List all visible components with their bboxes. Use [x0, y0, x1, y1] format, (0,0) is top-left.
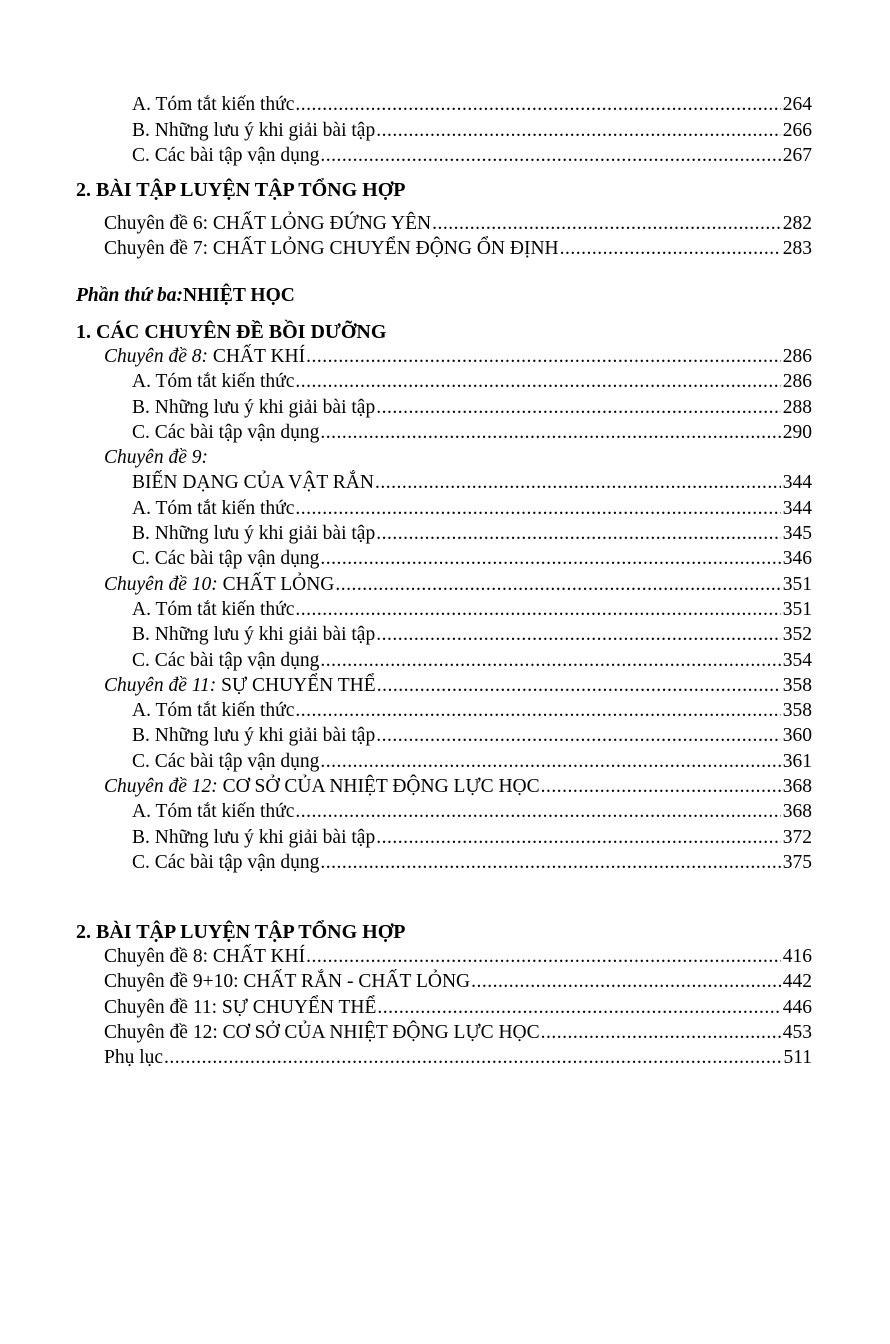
part-prefix: Phần thứ ba: — [76, 285, 184, 306]
topic-name: BIẾN DẠNG CỦA VẬT RẮN — [132, 472, 374, 493]
topic-name: CHẤT LỎNG — [217, 574, 335, 595]
topic-name: CƠ SỞ CỦA NHIỆT ĐỘNG LỰC HỌC — [217, 776, 540, 797]
toc-entry-page: 283 — [782, 238, 812, 259]
toc-entry-label: C. Các bài tập vận dụng — [132, 422, 320, 443]
toc-entry — [104, 214, 812, 234]
toc-entry-page: 351 — [782, 574, 812, 595]
toc-entry-page: 290 — [782, 422, 812, 443]
toc-entry-page: 372 — [782, 827, 812, 848]
toc-entry-label: A. Tóm tắt kiến thức — [132, 371, 295, 392]
toc-entry-page: 345 — [782, 523, 812, 544]
toc-entry-label: C. Các bài tập vận dụng — [132, 650, 320, 671]
dot-leader — [541, 777, 781, 797]
toc-entry-page: 511 — [783, 1047, 812, 1068]
toc-entry-page: 286 — [782, 346, 812, 367]
toc-entry-page: 358 — [782, 675, 812, 696]
toc-entry-page: 264 — [782, 94, 812, 115]
toc-entry-page: 344 — [782, 472, 812, 493]
toc-entry — [132, 549, 812, 569]
toc-entry — [132, 726, 812, 746]
section-heading: 2. BÀI TẬP LUYỆN TẬP TỔNG HỢP — [76, 179, 406, 201]
toc-entry-label: C. Các bài tập vận dụng — [132, 751, 320, 772]
toc-entry — [104, 998, 812, 1018]
toc-entry-label: A. Tóm tắt kiến thức — [132, 94, 295, 115]
dot-leader — [335, 575, 781, 595]
dot-leader — [295, 95, 781, 115]
toc-entry-page: 266 — [782, 120, 812, 141]
toc-entry — [132, 121, 812, 141]
toc-entry-label: Chuyên đề 8: CHẤT KHÍ — [104, 946, 306, 967]
toc-entry — [104, 1023, 812, 1043]
toc-entry — [132, 625, 812, 645]
toc-entry — [132, 423, 812, 443]
dot-leader — [541, 1023, 781, 1043]
toc-entry — [132, 95, 812, 115]
toc-entry-label: B. Những lưu ý khi giải bài tập — [132, 725, 376, 746]
topic-prefix: Chuyên đề 12: — [104, 776, 218, 797]
dot-leader — [320, 423, 781, 443]
dot-leader — [320, 853, 781, 873]
toc-entry-page: 358 — [782, 700, 812, 721]
topic-prefix: Chuyên đề 10: — [104, 574, 218, 595]
topic-prefix-line — [104, 448, 812, 468]
dot-leader — [295, 499, 781, 519]
section-heading: 2. BÀI TẬP LUYỆN TẬP TỔNG HỢP — [76, 921, 406, 943]
toc-entry — [132, 802, 812, 822]
topic-prefix: Chuyên đề 8: — [104, 346, 208, 367]
topic-entry — [104, 777, 812, 797]
toc-entry — [132, 499, 812, 519]
toc-entry-label: A. Tóm tắt kiến thức — [132, 700, 295, 721]
toc-entry — [132, 651, 812, 671]
toc-entry — [104, 972, 812, 992]
dot-leader — [560, 239, 781, 259]
toc-entry — [132, 853, 812, 873]
toc-entry — [104, 239, 812, 259]
dot-leader — [295, 701, 781, 721]
toc-entry-label: B. Những lưu ý khi giải bài tập — [132, 624, 376, 645]
dot-leader — [306, 947, 781, 967]
part-name: NHIỆT HỌC — [183, 285, 295, 306]
toc-entry-label: Chuyên đề 6: CHẤT LỎNG ĐỨNG YÊN — [104, 213, 432, 234]
toc-entry — [132, 372, 812, 392]
toc-entry-page: 368 — [782, 776, 812, 797]
dot-leader — [376, 625, 781, 645]
dot-leader — [320, 146, 781, 166]
toc-entry-page: 344 — [782, 498, 812, 519]
toc-entry-page: 288 — [782, 397, 812, 418]
toc-entry-label: Phụ lục — [104, 1047, 164, 1068]
toc-entry-label: C. Các bài tập vận dụng — [132, 145, 320, 166]
toc-entry — [132, 828, 812, 848]
toc-entry — [132, 600, 812, 620]
dot-leader — [376, 398, 781, 418]
dot-leader — [320, 651, 781, 671]
toc-entry-page: 442 — [782, 971, 812, 992]
toc-entry-page: 368 — [782, 801, 812, 822]
toc-entry-label: B. Những lưu ý khi giải bài tập — [132, 397, 376, 418]
toc-entry-page: 375 — [782, 852, 812, 873]
dot-leader — [376, 524, 781, 544]
toc-entry — [104, 1048, 812, 1068]
toc-entry-page: 267 — [782, 145, 812, 166]
toc-entry-label: A. Tóm tắt kiến thức — [132, 801, 295, 822]
dot-leader — [295, 372, 781, 392]
toc-entry-page: 352 — [782, 624, 812, 645]
toc-entry-label: Chuyên đề 7: CHẤT LỎNG CHUYỂN ĐỘNG ỔN ĐỊNH — [104, 238, 559, 259]
toc-entry-label: A. Tóm tắt kiến thức — [132, 599, 295, 620]
toc-entry-label: C. Các bài tập vận dụng — [132, 548, 320, 569]
toc-entry-page: 416 — [782, 946, 812, 967]
toc-entry — [104, 947, 812, 967]
toc-entry — [132, 398, 812, 418]
toc-entry-label: B. Những lưu ý khi giải bài tập — [132, 120, 376, 141]
dot-leader — [432, 214, 781, 234]
topic-prefix: Chuyên đề 11: — [104, 675, 217, 696]
toc-entry — [132, 524, 812, 544]
topic-entry — [104, 347, 812, 367]
toc-entry-page: 346 — [782, 548, 812, 569]
toc-entry-label: A. Tóm tắt kiến thức — [132, 498, 295, 519]
topic-name: SỰ CHUYỂN THỂ — [216, 675, 376, 696]
dot-leader — [164, 1048, 781, 1068]
section-heading: 1. CÁC CHUYÊN ĐỀ BỒI DƯỠNG — [76, 321, 387, 343]
dot-leader — [295, 802, 781, 822]
dot-leader — [320, 752, 781, 772]
part-heading — [76, 286, 295, 306]
toc-entry — [132, 752, 812, 772]
dot-leader — [306, 347, 781, 367]
toc-entry-label: B. Những lưu ý khi giải bài tập — [132, 827, 376, 848]
dot-leader — [376, 828, 781, 848]
toc-entry-label: C. Các bài tập vận dụng — [132, 852, 320, 873]
toc-entry-label: Chuyên đề 11: SỰ CHUYỂN THỂ — [104, 997, 377, 1018]
dot-leader — [471, 972, 781, 992]
toc-entry-page: 282 — [782, 213, 812, 234]
topic-entry — [104, 575, 812, 595]
toc-entry-page: 286 — [782, 371, 812, 392]
toc-entry — [132, 146, 812, 166]
toc-entry-label: Chuyên đề 12: CƠ SỞ CỦA NHIỆT ĐỘNG LỰC HỌC — [104, 1022, 540, 1043]
topic-name: CHẤT KHÍ — [207, 346, 306, 367]
toc-entry-page: 360 — [782, 725, 812, 746]
topic-prefix: Chuyên đề 9: — [104, 447, 208, 468]
toc-entry-label: B. Những lưu ý khi giải bài tập — [132, 523, 376, 544]
dot-leader — [375, 473, 781, 493]
toc-entry-label: Chuyên đề 9+10: CHẤT RẮN - CHẤT LỎNG — [104, 971, 471, 992]
topic-entry — [132, 473, 812, 493]
toc-entry-page: 351 — [782, 599, 812, 620]
dot-leader — [376, 121, 781, 141]
dot-leader — [295, 600, 781, 620]
toc-entry-page: 453 — [782, 1022, 812, 1043]
toc-entry-page: 446 — [782, 997, 812, 1018]
dot-leader — [320, 549, 781, 569]
dot-leader — [377, 998, 781, 1018]
toc-entry — [132, 701, 812, 721]
topic-entry — [104, 676, 812, 696]
toc-entry-page: 361 — [782, 751, 812, 772]
toc-entry-page: 354 — [782, 650, 812, 671]
dot-leader — [377, 676, 781, 696]
dot-leader — [376, 726, 781, 746]
